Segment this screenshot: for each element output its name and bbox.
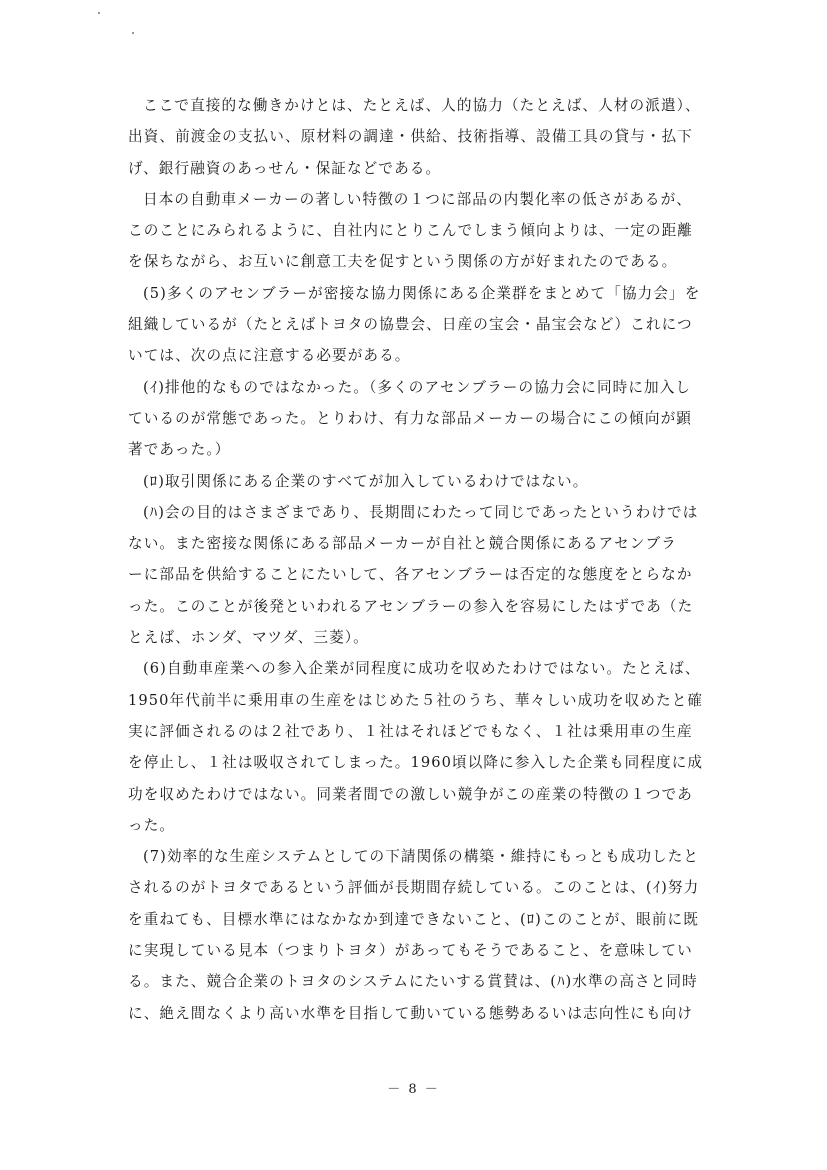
- text-line: を保ちながら、お互いに創意工夫を促すという関係の方が好まれたのである。: [128, 253, 678, 271]
- text-line: (6)自動車産業への参入企業が同程度に成功を収めたわけではない。たとえば、: [143, 660, 701, 678]
- body-text: [128, 90, 723, 1029]
- text-line: ない。また密接な関係にある部品メーカーが自社と競合関係にあるアセンブラ: [128, 535, 677, 553]
- text-line: に実現している見本（つまりトヨタ）があってもそうであること、を意味してい: [128, 942, 693, 960]
- text-line: (ﾊ)会の目的はさまざまであり、長期間にわたって同じであったというわけでは: [143, 503, 699, 521]
- text-line: ここで直接的な働きかけとは、たとえば、人的協力（たとえば、人材の派遣）、: [143, 97, 701, 114]
- text-line: を重ねても、目標水準にはなかなか到達できないこと、(ﾛ)このことが、眼前に既: [128, 910, 699, 928]
- text-line: ーに部品を供給することにたいして、各アセンブラーは否定的な態度をとらなか: [128, 566, 693, 584]
- text-line: に、絶え間なくより高い水準を目指して動いている態勢あるいは志向性にも向け: [128, 1004, 693, 1022]
- text-line: とえば、ホンダ、マツダ、三菱）。: [128, 629, 369, 647]
- text-line: 1950年代前半に乗用車の生産をはじめた５社のうち、華々しい成功を収めたと確: [128, 691, 704, 709]
- text-line: (5)多くのアセンブラーが密接な協力関係にある企業群をまとめて「協力会」を: [143, 284, 701, 302]
- text-line: 功を収めたわけではない。同業者間での激しい競争がこの産業の特徴の１つであ: [128, 785, 693, 803]
- page-number: － 8 －: [387, 1082, 440, 1097]
- text-line: されるのがトヨタであるという評価が長期間存続している。このことは、(ｲ)努力: [128, 879, 700, 897]
- text-line: 実に評価されるのは２社であり、１社はそれほどでもなく、１社は乗用車の生産: [128, 722, 693, 740]
- text-line: る。また、競合企業のトヨタのシステムにたいする賞賛は、(ﾊ)水準の高さと同時: [128, 973, 698, 991]
- text-line: 日本の自動車メーカーの著しい特徴の１つに部品の内製化率の低さがあるが、: [143, 190, 692, 208]
- text-line: を停止し、１社は吸収されてしまった。1960頃以降に参入した企業も同程度に成: [128, 754, 704, 772]
- text-line: (7)効率的な生産システムとしての下請関係の構築・維持にもっとも成功したと: [143, 848, 700, 866]
- text-line: 組織しているが（たとえばトヨタの協豊会、日産の宝会・晶宝会など）これにつ: [128, 316, 693, 334]
- text-line: (ｲ)排他的なものではなかった。（多くのアセンブラーの協力会に同時に加入し: [143, 378, 692, 396]
- text-line: 出資、前渡金の支払い、原材料の調達・供給、技術指導、設備工具の貸与・払下: [128, 128, 693, 146]
- scan-speck: [98, 12, 100, 14]
- text-line: ているのが常態であった。とりわけ、有力な部品メーカーの場合にこの傾向が顕: [128, 409, 692, 427]
- text-line: このことにみられるように、自社内にとりこんでしまう傾向よりは、一定の距離: [128, 222, 693, 240]
- text-line: (ﾛ)取引関係にある企業のすべてが加入しているわけではない。: [143, 472, 589, 490]
- scan-speck: [132, 32, 134, 34]
- text-line: った。このことが後発といわれるアセンブラーの参入を容易にしたはずであ（た: [128, 597, 694, 615]
- text-line: 著であった。）: [128, 441, 231, 459]
- text-line: った。: [128, 816, 176, 834]
- text-line: げ、銀行融資のあっせん・保証などである。: [128, 159, 442, 177]
- text-line: いては、次の点に注意する必要がある。: [128, 347, 411, 365]
